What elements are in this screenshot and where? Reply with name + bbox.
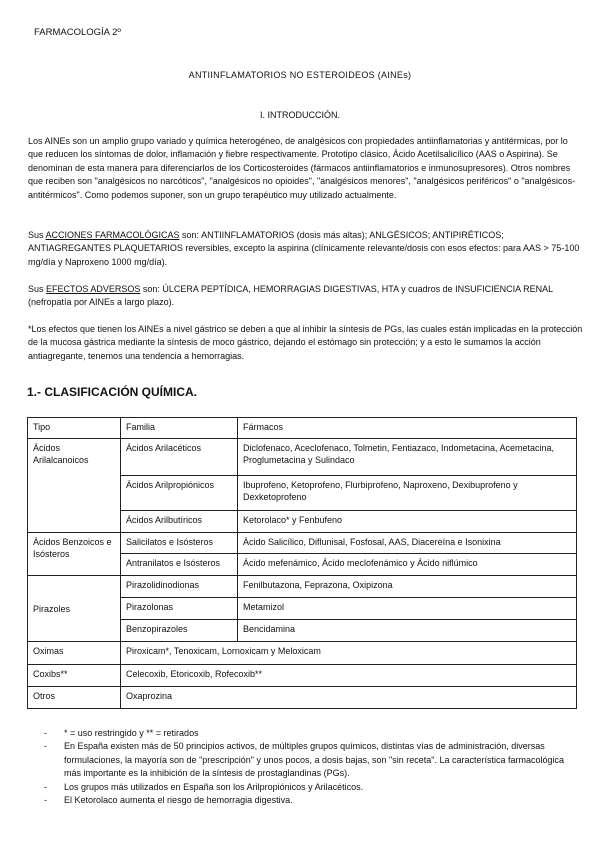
text: son: ANTIINFLAMATORIOS (dosis más altas); ANLGÉSICOS; ANTIPIRÉTICOS; ANTIAGREGANTES PLAQUETARIOS reversibles, excepto la aspirina (clínicamente relevante/dosis con esos efectos: para AAS > 75-100 mg/día y Naproxeno 1000 mg/día).: [28, 230, 580, 267]
tipo-cell: Ácidos Arilalcanoicos: [28, 439, 121, 533]
familia-cell: Pirazolonas: [121, 598, 238, 620]
text: son: ÚLCERA PEPTÍDICA, HEMORRAGIAS DIGESTIVAS, HTA y cuadros de INSUFICIENCIA RENAL (nefropatía por AINEs a largo plazo).: [28, 284, 553, 308]
familia-cell: Ácidos Arilpropiónicos: [121, 476, 238, 511]
tipo-cell: Oximas: [28, 642, 121, 665]
tipo-cell: Pirazoles: [28, 576, 121, 642]
intro-paragraph: Los AINEs son un amplio grupo variado y química heterogéneo, de analgésicos con propiedades antiinflamatorias y antitérmicas, por lo que reducen los síntomas de dolor, inflamación y fiebre respectivamente. Prototipo clásico, Ácido Acetilsalicílico (AAS o Aspirina). Se denominan de esta manera para diferenciarlos de los Corticosteroides (fármacos antiinflamatorios e inmunosupresores). Otros nombres que reciben son "analgésicos no narcóticos", "analgésicos no opioides", "analgésicos menores", "analgésicos periféricos" o "analgésicos-antitérmicos". Como podemos suponer, son un grupo terapéutico muy utilizado actualmente.: [28, 136, 576, 200]
header-cell: Familia: [121, 418, 238, 439]
familia-cell: Antranilatos e Isósteros: [121, 554, 238, 576]
table-row: [28, 665, 577, 687]
farmacos-cell: Piroxicam*, Tenoxicam, Lornoxicam y Meloxicam: [121, 642, 577, 665]
notes-list: [44, 727, 574, 807]
tipo-cell: Coxibs**: [28, 665, 121, 687]
table-row: [28, 576, 577, 598]
section-heading-clasificacion: 1.- CLASIFICACIÓN QUÍMICA.: [27, 385, 197, 399]
farmacos-cell: Oxaprozina: [121, 687, 577, 709]
tipo-cell: Otros: [28, 687, 121, 709]
header-cell: Fármacos: [238, 418, 577, 439]
underlined-term: EFECTOS ADVERSOS: [46, 284, 141, 294]
document-title: ANTIINFLAMATORIOS NO ESTEROIDEOS (AINEs): [188, 70, 412, 80]
farmacos-cell: Fenilbutazona, Feprazona, Oxipizona: [238, 576, 577, 598]
farmacos-cell: Bencidamina: [238, 620, 577, 642]
farmacos-cell: Ácido mefenámico, Ácido meclofenámico y Ácido niflúmico: [238, 554, 577, 576]
farmacos-cell: Diclofenaco, Aceclofenaco, Tolmetin, Fentiazaco, Indometacina, Acemetacina, Proglumetacina y Sulindaco: [238, 439, 577, 476]
familia-cell: Benzopirazoles: [121, 620, 238, 642]
acciones-paragraph: [28, 229, 583, 269]
farmacos-cell: Metamizol: [238, 598, 577, 620]
efectos-paragraph: [28, 283, 583, 310]
header-cell: Tipo: [28, 418, 121, 439]
farmacos-cell: Ketorolaco* y Fenbufeno: [238, 511, 577, 533]
familia-cell: Salicilatos e Isósteros: [121, 533, 238, 554]
note-paragraph: *Los efectos que tienen los AINEs a nivel gástrico se deben a que al inhibir la síntesis de PGs, las cuales están implicadas en la protección de la mucosa gástrica mediante la síntesis de moco gástrico, dejando el estómago sin protección; y a esto le sumamos la acción antiagregante, tenemos una tendencia a hemorragias.: [28, 324, 583, 361]
table-header-row: [28, 418, 577, 439]
tipo-cell: Ácidos Benzoicos e Isósteros: [28, 533, 121, 576]
underlined-term: ACCIONES FARMACOLÓGICAS: [45, 230, 180, 240]
list-item: - * = uso restringido y ** = retirados: [44, 727, 574, 740]
farmacos-cell: Ácido Salicílico, Diflunisal, Fosfosal, AAS, Diacereína e Isonixina: [238, 533, 577, 554]
farmacos-cell: Celecoxib, Etoricoxib, Rofecoxib**: [121, 665, 577, 687]
text: Sus: [28, 284, 47, 294]
list-item: - Los grupos más utilizados en España son los Arilpropiónicos y Arilacéticos.: [44, 781, 574, 794]
document-header: FARMACOLOGÍA 2º: [34, 27, 121, 38]
text: Sus: [28, 230, 46, 240]
familia-cell: Ácidos Arilbutíricos: [121, 511, 238, 533]
familia-cell: Ácidos Arilacéticos: [121, 439, 238, 476]
table-row: [28, 642, 577, 665]
list-item: - El Ketorolaco aumenta el riesgo de hemorragia digestiva.: [44, 794, 574, 807]
list-item: - En España existen más de 50 principios activos, de múltiples grupos químicos, distintas vías de administración, diversas formulaciones, la mayoría son de "prescripción" y unos pocos, a dosis bajas, son "sin receta". La característica farmacológica más importante es la inhibición de la síntesis de prostaglandinas (PGs).: [44, 740, 574, 780]
farmacos-cell: Ibuprofeno, Ketoprofeno, Flurbiprofeno, Naproxeno, Dexibuprofeno y Dexketoprofeno: [238, 476, 577, 511]
section-heading-intro: I. INTRODUCCIÓN.: [260, 110, 340, 120]
familia-cell: Pirazolidinodionas: [121, 576, 238, 598]
table-row: [28, 439, 577, 476]
table-row: [28, 533, 577, 554]
table-row: [28, 687, 577, 709]
classification-table: [27, 417, 577, 709]
